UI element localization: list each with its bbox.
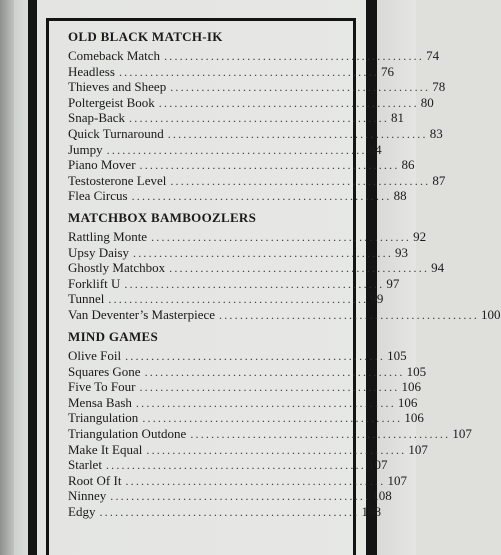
frame-left-outer-bar (28, 0, 37, 555)
entry-page-number: 87 (432, 172, 446, 188)
entry-page-number: 84 (368, 141, 382, 157)
entry-title: Comeback Match (68, 48, 161, 63)
toc-entry[interactable] (68, 157, 415, 173)
entry-title: Quick Turnaround (68, 125, 164, 141)
dot-leader: .................................................. (129, 111, 390, 126)
entry-title: Poltergeist Book (68, 94, 155, 110)
dot-leader: .................................................. (135, 395, 396, 410)
entry-title: Make It Equal (68, 441, 143, 457)
entry-page-number: 74 (426, 48, 440, 63)
entry-title: Piano Mover (68, 157, 136, 173)
toc-entry[interactable] (68, 441, 428, 458)
toc-entry[interactable] (68, 410, 424, 426)
entry-page-number: 100 (481, 306, 501, 322)
dot-leader: .................................................. (118, 64, 379, 79)
entry-page-number: 107 (367, 457, 388, 473)
entry-title: Ninney (68, 488, 107, 504)
toc-entry[interactable] (68, 306, 501, 323)
dot-leader: .................................................. (190, 426, 451, 441)
entry-page-number: 105 (406, 363, 427, 379)
toc-entry[interactable] (68, 488, 392, 504)
entry-page-number: 105 (387, 348, 407, 363)
entry-page-number: 76 (380, 63, 394, 79)
entry-title: Van Deventer’s Masterpiece (68, 306, 216, 322)
entry-title: Jumpy (68, 141, 103, 157)
toc-entry[interactable] (68, 457, 388, 473)
entry-page-number: 88 (393, 188, 407, 204)
toc-section-matchbox-bamboozlers (68, 209, 501, 323)
section-heading: MIND GAMES (68, 329, 159, 344)
toc-section-old-black-match-ik (68, 28, 446, 204)
toc-entry[interactable] (68, 348, 407, 364)
entry-title: Tunnel (68, 291, 105, 307)
entry-page-number: 80 (420, 94, 434, 110)
entry-page-number: 106 (401, 379, 421, 395)
dot-leader: .................................................. (167, 126, 428, 141)
dot-leader: .................................................. (133, 245, 394, 260)
dot-leader: .................................................. (99, 504, 360, 519)
toc-entry[interactable] (68, 79, 446, 95)
entry-title: Testosterone Level (68, 172, 167, 188)
entry-title: Olive Foil (68, 348, 122, 363)
toc-entry[interactable] (68, 291, 384, 307)
toc-entry[interactable] (68, 275, 400, 292)
entry-title: Edgy (68, 503, 96, 519)
dot-leader: .................................................. (170, 173, 431, 188)
entry-title: Rattling Monte (68, 229, 148, 244)
entry-page-number: 94 (431, 260, 445, 276)
entry-title: Thieves and Sheep (68, 79, 167, 95)
entry-title: Triangulation (68, 410, 139, 426)
entry-title: Five To Four (68, 379, 136, 395)
entry-title: Snap-Back (68, 110, 126, 126)
entry-page-number: 97 (386, 275, 400, 291)
dot-leader: .................................................. (139, 158, 400, 173)
toc-entry[interactable] (68, 379, 421, 395)
entry-title: Triangulation Outdone (68, 425, 187, 441)
toc-section-mind-games (68, 328, 472, 520)
dot-leader: .................................................. (144, 364, 405, 379)
toc-entry[interactable] (68, 172, 446, 189)
section-entries (68, 348, 472, 520)
dot-leader: .................................................. (108, 292, 369, 307)
entry-page-number: 81 (391, 110, 405, 126)
entry-page-number: 106 (397, 394, 418, 410)
frame-left-inner-bar (46, 18, 49, 555)
toc-entry[interactable] (68, 94, 434, 111)
entry-title: Mensa Bash (68, 394, 132, 410)
dot-leader: .................................................. (131, 189, 392, 204)
entry-page-number: 83 (429, 125, 443, 141)
entry-title: Flea Circus (68, 188, 128, 204)
toc-entry[interactable] (68, 188, 407, 204)
dot-leader: .................................................. (219, 307, 480, 322)
dot-leader: .................................................. (106, 142, 367, 157)
toc-entry[interactable] (68, 63, 394, 80)
entry-page-number: 93 (395, 244, 409, 260)
entry-page-number: 99 (370, 291, 384, 307)
dot-leader: .................................................. (142, 411, 403, 426)
entry-title: Ghostly Matchbox (68, 260, 166, 276)
toc-entry[interactable] (68, 110, 405, 126)
dot-leader: .................................................. (170, 80, 431, 95)
toc-entry[interactable] (68, 394, 418, 411)
dot-leader: .................................................. (124, 276, 385, 291)
toc-entry[interactable] (68, 141, 382, 158)
dot-leader: .................................................. (125, 349, 386, 363)
dot-leader: .................................................. (151, 230, 412, 244)
entry-title: Forklift U (68, 275, 121, 291)
entry-title: Headless (68, 63, 115, 79)
entry-page-number: 86 (401, 157, 415, 173)
toc-entry[interactable] (68, 244, 409, 261)
entry-title: Squares Gone (68, 363, 141, 379)
toc-entry[interactable] (68, 363, 427, 380)
dot-leader: .................................................. (105, 458, 366, 473)
entry-page-number: 92 (413, 229, 427, 244)
entry-title: Upsy Daisy (68, 244, 130, 260)
toc-entry[interactable] (68, 472, 407, 489)
section-heading: OLD BLACK MATCH-IK (68, 29, 223, 44)
dot-leader: .................................................. (139, 380, 400, 395)
dot-leader: .................................................. (158, 95, 419, 110)
frame-top-inner-bar (46, 18, 356, 21)
entry-title: Root Of It (68, 472, 122, 488)
toc-entry[interactable] (68, 425, 472, 442)
dot-leader: .................................................. (146, 442, 407, 457)
entry-page-number: 108 (372, 488, 392, 504)
dot-leader: .................................................. (169, 261, 430, 276)
toc-entry[interactable] (68, 125, 443, 142)
toc-entry[interactable] (68, 260, 445, 276)
dot-leader: .................................................. (125, 473, 386, 488)
dot-leader: .................................................. (164, 49, 425, 63)
entry-page-number: 107 (452, 425, 472, 441)
entry-page-number: 106 (404, 410, 424, 426)
toc-entry[interactable] (68, 48, 440, 64)
toc-entry[interactable] (68, 229, 427, 245)
entry-title: Starlet (68, 457, 102, 473)
section-heading: MATCHBOX BAMBOOZLERS (68, 210, 257, 225)
entry-page-number: 107 (387, 472, 407, 488)
section-entries (68, 229, 501, 323)
toc-entry[interactable] (68, 503, 381, 520)
entry-page-number: 107 (408, 441, 428, 457)
section-entries (68, 48, 446, 204)
entry-page-number: 78 (432, 79, 446, 95)
entry-page-number: 108 (361, 503, 381, 519)
dot-leader: .................................................. (110, 489, 371, 504)
